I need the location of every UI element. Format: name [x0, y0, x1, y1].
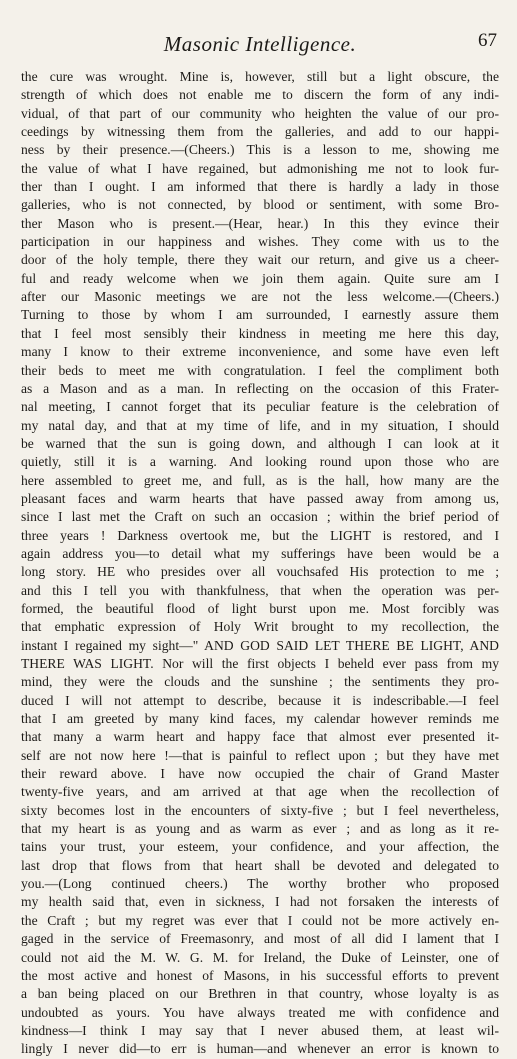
text-line: galleries, who is not connected, by blood or sentiment, with some Bro- — [21, 197, 499, 213]
text-line: last drop that flows from that heart shall be devoted and delegated to — [21, 857, 499, 873]
text-line: strength of which does not enable me to discern the form of any indi- — [21, 87, 499, 103]
text-line: formed, the beautiful flood of light burst upon me. Most forcibly was — [21, 600, 499, 616]
text-line: self are not now here !—that is painful to reflect upon ; but they have met — [21, 747, 499, 763]
text-line: as a Mason and as a man. In reflecting on the occasion of this Frater- — [21, 380, 499, 396]
text-line: sixty becomes lost in the encounters of sixty-five ; but I feel nevertheless, — [21, 802, 499, 818]
text-line: you.—(Long continued cheers.) The worthy brother who proposed — [21, 876, 499, 892]
text-line: long story. HE who presides over all vouchsafed His protection to me ; — [21, 564, 499, 580]
text-line: that I feel most sensibly their kindness in meeting me here this day, — [21, 325, 499, 341]
text-line: that emphatic expression of Holy Writ brought to my recollection, the — [21, 619, 499, 635]
text-line: nal meeting, I cannot forget that its peculiar feature is the celebration of — [21, 399, 499, 415]
text-line: three years ! Darkness overtook me, but the LIGHT is restored, and I — [21, 527, 499, 543]
text-line: tains your trust, your esteem, your confidence, and your affection, the — [21, 839, 499, 855]
text-line: my health said that, even in sickness, I had not forsaken the interests of — [21, 894, 499, 910]
text-line: that my heart is as young and as warm as ever ; and as long as it re- — [21, 821, 499, 837]
text-line: after our Masonic meetings we are not the less welcome.—(Cheers.) — [21, 289, 499, 305]
text-line: door of the holy temple, there they wait our return, and give us a cheer- — [21, 252, 499, 268]
text-line: their beds to meet me with congratulation. I feel the compliment both — [21, 362, 499, 378]
text-line: undoubted as yours. You have always treated me with confidence and — [21, 1004, 499, 1020]
text-line: vidual, of that part of our community who heighten the value of our pro- — [21, 105, 499, 121]
text-line: ful and ready welcome when we join them again. Quite sure am I — [21, 270, 499, 286]
text-line: and this I tell you with thankfulness, that when the operation was per- — [21, 582, 499, 598]
text-line: lingly I never did—to err is human—and whenever an error is known to — [21, 1041, 499, 1057]
text-line: participation in our happiness and wishes. They come with us to the — [21, 234, 499, 250]
body-text — [21, 68, 499, 1059]
text-line: Turning to those by whom I am surrounded, I earnestly assure them — [21, 307, 499, 323]
running-title: Masonic Intelligence. — [163, 32, 357, 56]
text-line: a ban being placed on our Brethren in that country, whose loyalty is as — [21, 986, 499, 1002]
text-line: again address you—to detail what my sufferings have been would be a — [21, 545, 499, 561]
text-line: duced I will not attempt to describe, because it is indescribable.—I feel — [21, 692, 499, 708]
text-line: their reward above. I have now occupied the chair of Grand Master — [21, 766, 499, 782]
text-line: the cure was wrought. Mine is, however, still but a light obscure, the — [21, 69, 499, 84]
text-line: ceedings by witnessing them from the galleries, and add to our happi- — [21, 124, 499, 140]
text-line: THERE WAS LIGHT. Nor will the first objects I beheld ever pass from my — [21, 656, 499, 671]
text-line: kindness—I think I may say that I never abused them, at least wil- — [21, 1022, 499, 1038]
text-line: quietly, still it is a warning. And looking round upon those who are — [21, 454, 499, 470]
text-line: twenty-five years, and am arrived at that age when the recollection of — [21, 784, 499, 800]
page-number: 67 — [478, 30, 497, 51]
text-line: ness by their presence.—(Cheers.) This is a lesson to me, showing me — [21, 142, 499, 158]
text-line: ther than I ought. I am informed that there is hardly a lady in those — [21, 179, 499, 195]
text-line: the most active and honest of Masons, in his successful efforts to prevent — [21, 967, 499, 983]
text-line: the Craft ; but my regret was ever that I could not be more actively en- — [21, 912, 499, 928]
text-line: could not aid the M. W. G. M. for Ireland, the Duke of Leinster, one of — [21, 949, 499, 965]
text-line: pleasant faces and warm hearts that have passed away from among us, — [21, 490, 499, 506]
text-line: here assembled to greet me, and full, as is the hall, how many are the — [21, 472, 499, 488]
text-line: since I last met the Craft on such an occasion ; within the brief period of — [21, 509, 499, 525]
text-line: gaged in the service of Freemasonry, and most of all did I lament that I — [21, 931, 499, 947]
text-line: instant I regained my sight—" AND GOD SAID LET THERE BE LIGHT, AND — [21, 637, 499, 653]
text-line: ther Mason who is present.—(Hear, hear.) In this they evince their — [21, 215, 499, 231]
text-line: be warned that the sun is going down, and although I can look at it — [21, 435, 499, 451]
text-line: that many a warm heart and happy face that almost ever presented it- — [21, 729, 499, 745]
text-line: mind, they were the clouds and the sunshine ; the sentiments they pro- — [21, 674, 499, 690]
text-line: the value of what I have regained, but admonishing me not to look fur- — [21, 160, 499, 176]
running-head — [21, 30, 499, 66]
text-line: that I am greeted by many kind faces, my calendar however reminds me — [21, 711, 499, 727]
text-line: many I know to their extreme inconvenience, and some have even left — [21, 344, 499, 360]
text-line: my natal day, and that at my time of life, and in my situation, I should — [21, 417, 499, 433]
